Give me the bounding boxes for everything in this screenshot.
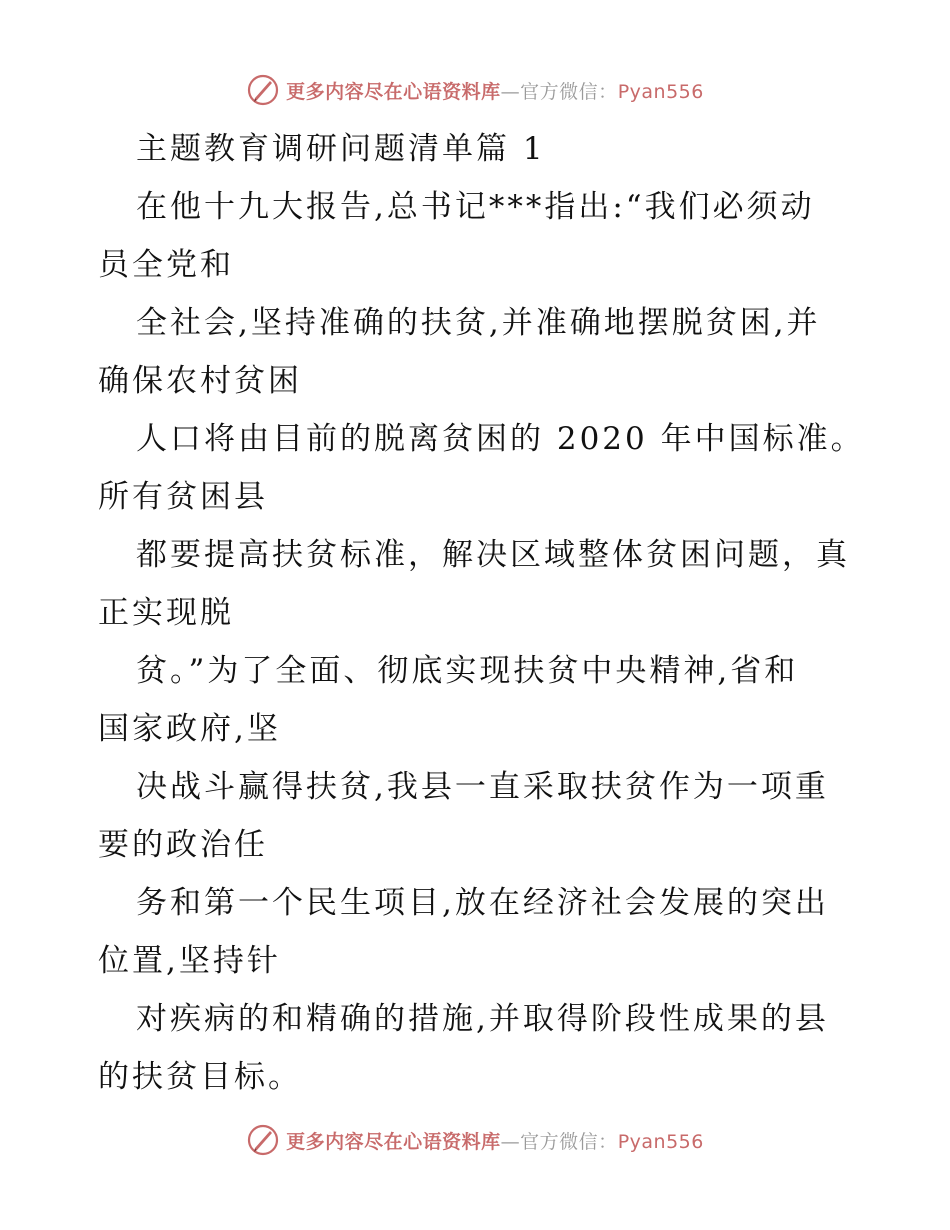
paragraph-line: 决战斗赢得扶贫,我县一直采取扶贫作为一项重 [136,769,829,805]
quill-pen-logo-icon [246,1123,280,1157]
paragraph-line: 对疾病的和精确的措施,并取得阶段性成果的县 [136,1001,829,1037]
paragraph-line: 所有贫困县 [98,479,268,515]
paragraph-line: 务和第一个民生项目,放在经济社会发展的突出 [136,885,829,921]
footer-watermark [0,1120,950,1160]
watermark-wechat-label: 官方微信： [520,80,618,103]
quill-pen-logo-icon [246,73,280,107]
paragraph-line: 的扶贫目标。 [98,1059,302,1095]
document-title: 主题教育调研问题清单篇 1 [136,131,546,167]
watermark-handle: Pyan556 [617,80,704,103]
paragraph-line: 要的政治任 [98,827,268,863]
watermark-wechat-label: 官方微信： [520,1130,618,1153]
watermark-site: 更多内容尽在心语资料库 [286,80,501,103]
paragraph-line: 都要提高扶贫标准，解决区域整体贫困问题，真 [136,537,850,573]
paragraph-line: 正实现脱 [98,595,234,631]
paragraph-line: 国家政府,坚 [98,711,281,747]
paragraph-line: 位置,坚持针 [98,943,281,979]
watermark-separator: — [500,1130,521,1153]
header-watermark [0,70,950,110]
paragraph-line: 全社会,坚持准确的扶贫,并准确地摆脱贫困,并 [136,305,821,341]
paragraph-line: 员全党和 [98,247,234,283]
watermark-site: 更多内容尽在心语资料库 [286,1130,501,1153]
paragraph-line: 在他十九大报告,总书记***指出:“我们必须动 [136,189,815,225]
watermark-handle: Pyan556 [617,1130,704,1153]
paragraph-line: 人口将由目前的脱离贫困的 2020 年中国标准。 [136,421,865,457]
watermark-separator: — [500,80,521,103]
document-body [98,120,865,1106]
paragraph-line: 确保农村贫困 [98,363,302,399]
paragraph-line: 贫。”为了全面、彻底实现扶贫中央精神,省和 [136,653,799,689]
